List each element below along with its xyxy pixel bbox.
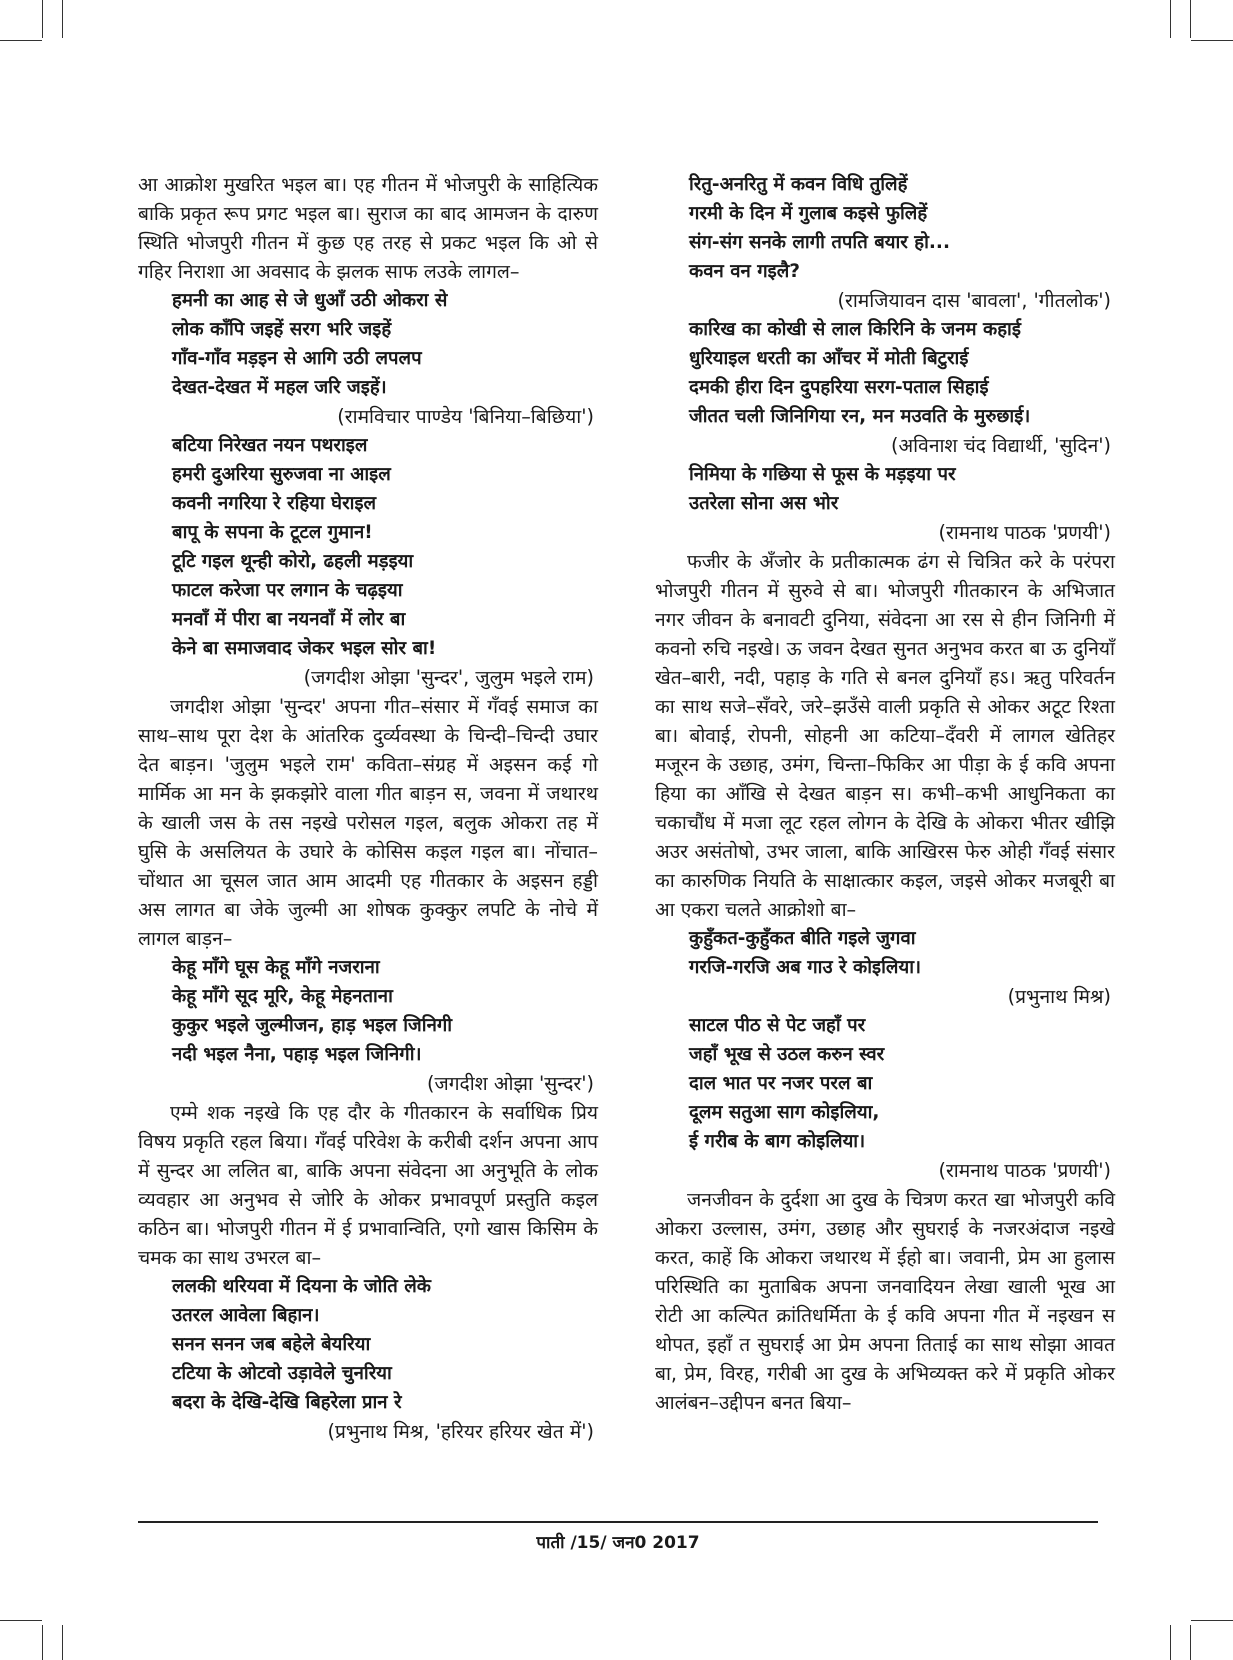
verse-quote	[655, 170, 1115, 286]
verse-line: टटिया के ओटवो उड़ावेले चुनरिया	[172, 1363, 392, 1384]
verse-line: केहू माँगे सूद मूरि, केहू मेहनताना	[172, 986, 393, 1007]
verse-line: बापू के सपना के टूटल गुमान!	[172, 522, 373, 543]
crop-mark	[1170, 1625, 1171, 1660]
citation: (अविनाश चंद विद्यार्थी, 'सुदिन')	[891, 434, 1111, 457]
verse-quote	[138, 431, 598, 663]
crop-mark	[62, 1625, 63, 1660]
verse-line: नदी भइल नैना, पहाड़ भइल जिनिगी।	[172, 1044, 422, 1065]
citation: (रामजियावन दास 'बावला', 'गीतलोक')	[837, 289, 1111, 312]
verse-line: बदरा के देखि-देखि बिहरेला प्रान रे	[172, 1392, 402, 1413]
citation: (प्रभुनाथ मिश्र)	[1007, 985, 1111, 1008]
verse-line: फाटल करेजा पर लगान के चढ़इया	[172, 580, 403, 601]
citation: (रामनाथ पाठक 'प्रणयी')	[938, 1159, 1111, 1182]
verse-line: निमिया के गछिया से फूस के मड़इया पर	[689, 464, 956, 485]
verse-line: कवनी नगरिया रे रहिया घेराइल	[172, 493, 377, 514]
verse-line: दाल भात पर नजर परल बा	[689, 1073, 873, 1094]
verse-line: केहू माँगे घूस केहू माँगे नजराना	[172, 957, 380, 978]
verse-line: संग-संग सनके लागी तपति बयार हो...	[689, 232, 950, 253]
page-footer: पाती /15/ जन0 2017	[536, 1533, 700, 1553]
verse-line: उतरेला सोना अस भोर	[689, 493, 839, 514]
verse-line: गाँव-गाँव मड़इन से आगि उठी लपलप	[172, 348, 422, 369]
footer-rule	[138, 1521, 1098, 1523]
body-paragraph: जगदीश ओझा 'सुन्दर' अपना गीत–संसार में गँवई समाज का साथ–साथ पूरा देश के आंतरिक दुर्व्यवस्था के चिन्दी–चिन्दी उघार देत बाड़न। 'जुलुम भइले राम' कविता–संग्रह में अइसन कई गो मार्मिक आ मन के झकझोरे वाला गीत बाड़न स, जवना में जथारथ के खाली जस के तस नइखे परोसल गइल, बलुक ओकरा तह में घुसि के असलियत के उघारे के कोसिस कइल गइल बा। नोंचात–चोंथात आ चूसल जात आम आदमी एह गीतकार के अइसन हड्डी अस लागत बा जेके जुल्मी आ शोषक कुक्कुर लपटि के नोचे में लागल बाड़न–	[138, 695, 598, 950]
citation: (जगदीश ओझा 'सुन्दर')	[426, 1072, 594, 1095]
verse-line: जीतत चली जिनिगिया रन, मन मउवति के मुरुछाई।	[689, 406, 1031, 427]
verse-line: टूटि गइल थून्ही कोरो, ढहली मड़इया	[172, 551, 414, 572]
verse-line: मनवाँ में पीरा बा नयनवाँ में लोर बा	[172, 609, 406, 630]
crop-mark	[0, 40, 42, 41]
verse-quote	[655, 1011, 1115, 1156]
verse-quote	[138, 1272, 598, 1417]
crop-mark	[1170, 0, 1171, 38]
verse-line: केने बा समाजवाद जेकर भइल सोर बा!	[172, 638, 437, 659]
verse-line: कुकुर भइले जुल्मीजन, हाड़ भइल जिनिगी	[172, 1015, 453, 1036]
verse-line: देखत-देखत में महल जरि जइहें।	[172, 377, 387, 398]
citation: (प्रभुनाथ मिश्र, 'हरियर हरियर खेत में')	[327, 1420, 594, 1443]
verse-line: जहाँ भूख से उठल करुन स्वर	[689, 1044, 885, 1065]
verse-line: रितु-अनरितु में कवन विधि तुलिहें	[689, 174, 908, 195]
verse-line: ललकी थरियवा में दियना के जोति लेके	[172, 1276, 431, 1297]
right-column	[655, 170, 1115, 1417]
verse-quote	[655, 924, 1115, 982]
body-paragraph: एम्मे शक नइखे कि एह दौर के गीतकारन के सर्वाधिक प्रिय विषय प्रकृति रहल बिया। गँवई परिवेश के करीबी दर्शन अपना आप में सुन्दर आ ललित बा, बाकि अपना संवेदना आ अनुभूति के लोक व्यवहार आ अनुभव से जोरि के ओकर प्रभावपूर्ण प्रस्तुति कइल कठिन बा। भोजपुरी गीतन में ई प्रभावान्विति, एगो खास किसिम के चमक का साथ उभरल बा–	[138, 1101, 598, 1269]
verse-line: कुहुँकत-कुहुँकत बीति गइले जुगवा	[689, 928, 916, 949]
citation: (रामविचार पाण्डेय 'बिनिया–बिछिया')	[337, 405, 594, 428]
crop-mark	[1191, 40, 1233, 41]
crop-mark	[42, 1625, 43, 1660]
verse-line: उतरल आवेला बिहान।	[172, 1305, 320, 1326]
verse-line: हमनी का आह से जे धुआँ उठी ओकरा से	[172, 290, 448, 311]
verse-line: हमरी दुअरिया सुरुजवा ना आइल	[172, 464, 391, 485]
verse-line: ई गरीब के बाग कोइलिया।	[689, 1131, 866, 1152]
body-paragraph: आ आक्रोश मुखरित भइल बा। एह गीतन में भोजपुरी के साहित्यिक बाकि प्रकृत रूप प्रगट भइल बा। सुराज का बाद आमजन के दारुण स्थिति भोजपुरी गीतन में कुछ एह तरह से प्रकट भइल कि ओ से गहिर निराशा आ अवसाद के झलक साफ लउके लागल–	[138, 173, 598, 283]
crop-mark	[62, 0, 63, 38]
verse-quote	[138, 953, 598, 1069]
verse-line: कारिख का कोखी से लाल किरिनि के जनम कहाई	[689, 319, 1021, 340]
verse-quote	[655, 460, 1115, 518]
body-paragraph: जनजीवन के दुर्दशा आ दुख के चित्रण करत खा भोजपुरी कवि ओकरा उल्लास, उमंग, उछाह और सुघराई के नजरअंदाज नइखे करत, काहें कि ओकरा जथारथ में ईहो बा। जवानी, प्रेम आ हुलास परिस्थिति का मुताबिक अपना जनवादियन लेखा खाली भूख आ रोटी आ कल्पित क्रांतिधर्मिता के ई कवि अपना गीत में नइखन स थोपत, इहाँ त सुघराई आ प्रेम अपना तिताई का साथ सोझा आवत बा, प्रेम, विरह, गरीबी आ दुख के अभिव्यक्त करे में प्रकृति ओकर आलंबन–उद्दीपन बनत बिया–	[655, 1188, 1115, 1414]
body-paragraph: फजीर के अँजोर के प्रतीकात्मक ढंग से चित्रित करे के परंपरा भोजपुरी गीतन में सुरुवे से बा। भोजपुरी गीतकारन के अभिजात नगर जीवन के बनावटी दुनिया, संवेदना आ रस से हीन जिनिगी में कवनो रुचि नइखे। ऊ जवन देखत सुनत अनुभव करत बा ऊ दुनियाँ खेत–बारी, नदी, पहाड़ के गति से बनल दुनियाँ हऽ। ऋतु परिवर्तन का साथ सजे–सँवरे, जरे–झउँसे वाली प्रकृति से ओकर अटूट रिश्ता बा। बोवाई, रोपनी, सोहनी आ कटिया–दँवरी में लागल खेतिहर मजूरन के उछाह, उमंग, चिन्ता–फिकिर आ पीड़ा के ई कवि अपना हिया का आँखि से देखत बाड़न स। कभी–कभी आधुनिकता का चकाचौंध में मजा लूट रहल लोगन के देखि के ओकरा भीतर खीझि अउर असंतोषो, उभर जाला, बाकि आखिरस फेरु ओही गँवई संसार का कारुणिक नियति के साक्षात्कार कइल, जइसे ओकर मजबूरी बा आ एकरा चलते आक्रोशो बा–	[655, 550, 1115, 921]
verse-line: धुरियाइल धरती का आँचर में मोती बिटुराई	[689, 348, 969, 369]
verse-line: दूलम सतुआ साग कोइलिया,	[689, 1102, 880, 1123]
crop-mark	[1190, 0, 1191, 38]
verse-line: गरमी के दिन में गुलाब कइसे फुलिहें	[689, 203, 928, 224]
crop-mark	[1190, 1625, 1191, 1660]
verse-line: कवन वन गइलै?	[689, 261, 800, 282]
verse-line: साटल पीठ से पेट जहाँ पर	[689, 1015, 866, 1036]
verse-line: गरजि-गरजि अब गाउ रे कोइलिया।	[689, 957, 922, 978]
verse-line: सनन सनन जब बहेले बेयरिया	[172, 1334, 371, 1355]
crop-mark	[42, 0, 43, 38]
verse-line: लोक काँपि जइहें सरग भरि जइहें	[172, 319, 392, 340]
verse-line: दमकी हीरा दिन दुपहरिया सरग-पताल सिहाई	[689, 377, 989, 398]
crop-mark	[1191, 1620, 1233, 1621]
citation: (रामनाथ पाठक 'प्रणयी')	[938, 521, 1111, 544]
verse-quote	[655, 315, 1115, 431]
verse-quote	[138, 286, 598, 402]
left-column	[138, 170, 598, 1446]
citation: (जगदीश ओझा 'सुन्दर', जुलुम भइले राम)	[303, 666, 594, 689]
crop-mark	[0, 1620, 42, 1621]
verse-line: बटिया निरेखत नयन पथराइल	[172, 435, 368, 456]
